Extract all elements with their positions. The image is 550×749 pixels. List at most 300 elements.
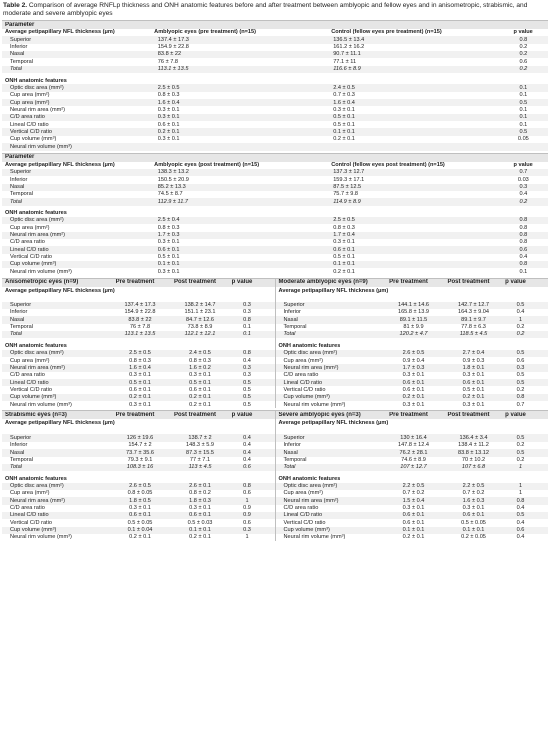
value-post: 83.8 ± 13.12 xyxy=(457,449,490,456)
table-row xyxy=(2,394,275,401)
nfl-title: Average petipapillary NFL thickness (μm) xyxy=(278,287,389,294)
value-p: 0.7 xyxy=(519,169,528,176)
value-amblyopic: 0.2 ± 0.1 xyxy=(157,128,180,135)
pre-treatment-col-header: Pre treatment xyxy=(115,279,155,286)
row-label: Cup area (mm²) xyxy=(283,357,323,364)
value-pre: 0.2 ± 0.1 xyxy=(402,394,425,401)
table-row xyxy=(2,84,548,91)
value-pre: 0.3 ± 0.1 xyxy=(402,372,425,379)
value-control: 116.6 ± 8.9 xyxy=(333,66,361,73)
value-p: 1 xyxy=(518,482,523,489)
value-post: 1.6 ± 0.2 xyxy=(189,364,211,371)
value-p: 0.2 xyxy=(519,198,528,205)
value-p: 0.5 xyxy=(243,379,251,386)
table-row xyxy=(276,464,549,471)
table-row xyxy=(2,184,548,191)
value-control: 0.2 ± 0.1 xyxy=(333,268,355,275)
value-amblyopic: 0.3 ± 0.1 xyxy=(157,239,180,246)
value-amblyopic: 1.6 ± 0.4 xyxy=(157,99,180,106)
table-row xyxy=(276,379,549,386)
value-p: 0.6 xyxy=(519,246,528,253)
table-row xyxy=(2,44,548,51)
value-control: 0.7 ± 0.3 xyxy=(333,92,355,99)
strab-severe-section xyxy=(2,410,548,541)
value-p: 0.8 xyxy=(519,224,528,231)
value-p: 0.9 xyxy=(243,512,251,519)
nfl-title: Average petipapillary NFL thickness (μm) xyxy=(5,420,115,427)
value-pre: 2.6 ± 0.5 xyxy=(129,482,151,489)
value-post: 1.8 ± 0.3 xyxy=(189,497,211,504)
value-pre: 0.7 ± 0.2 xyxy=(402,490,425,497)
value-pre: 2.6 ± 0.5 xyxy=(402,350,425,357)
value-pre: 1.8 ± 0.5 xyxy=(129,497,151,504)
value-p: 0.8 xyxy=(243,482,251,489)
table-row xyxy=(2,143,548,150)
row-label: Temporal xyxy=(283,456,307,463)
amblyopic-pre-col-header: Amblyopic eyes (pre treatment) (n=15) xyxy=(154,29,256,36)
value-post: 70 ± 10.2 xyxy=(461,456,486,463)
value-control: 137.3 ± 12.7 xyxy=(333,169,365,176)
value-amblyopic: 154.9 ± 22.8 xyxy=(157,44,189,51)
row-label: Cup volume (mm³) xyxy=(283,527,330,534)
row-label: Superior xyxy=(10,36,32,43)
table-row xyxy=(276,302,549,309)
value-post: 164.3 ± 9.04 xyxy=(457,309,490,316)
table-row xyxy=(2,357,275,364)
nfl-title-row xyxy=(276,287,549,302)
row-label: Temporal xyxy=(10,456,34,463)
row-label: Neural rim volume (mm³) xyxy=(10,534,72,541)
row-label: Neural rim area (mm²) xyxy=(10,232,66,239)
value-p: 0.1 xyxy=(519,121,528,128)
value-pre: 154.7 ± 2 xyxy=(128,442,152,449)
row-label: Neural rim area (mm²) xyxy=(10,106,66,113)
row-label: Inferior xyxy=(283,442,301,449)
value-amblyopic: 150.5 ± 20.9 xyxy=(157,176,189,183)
value-control: 114.9 ± 8.9 xyxy=(333,198,361,205)
value-control: 90.7 ± 11.1 xyxy=(333,51,361,58)
value-post: 138.2 ± 14.7 xyxy=(184,302,216,309)
row-label: Cup area (mm²) xyxy=(283,490,323,497)
value-p: 0.03 xyxy=(517,176,529,183)
row-label: Optic disc area (mm²) xyxy=(10,482,64,489)
value-post: 0.2 ± 0.1 xyxy=(462,394,485,401)
table-row xyxy=(276,534,549,541)
table-row xyxy=(276,386,549,393)
value-p: 0.8 xyxy=(519,261,528,268)
value-amblyopic: 0.8 ± 0.3 xyxy=(157,92,180,99)
value-p: 0.5 xyxy=(243,394,251,401)
value-post: 0.2 ± 0.1 xyxy=(189,394,211,401)
row-label: Nasal xyxy=(283,449,298,456)
value-post: 77 ± 7.1 xyxy=(189,456,211,463)
row-label: Neural rim area (mm²) xyxy=(283,364,339,371)
value-p: 0.4 xyxy=(516,309,525,316)
value-post: 0.9 ± 0.3 xyxy=(462,357,485,364)
table-row xyxy=(2,449,275,456)
row-label: Total xyxy=(283,331,296,338)
row-label: Total xyxy=(10,66,22,73)
nfl-title: Average petipapillary NFL thickness (μm) xyxy=(5,287,115,294)
value-amblyopic: 138.3 ± 13.2 xyxy=(157,169,189,176)
value-p: 0.5 xyxy=(519,99,528,106)
control-pre-col-header: Control (fellow eyes pre treatment) (n=15) xyxy=(331,29,442,36)
row-label: Neural rim volume (mm³) xyxy=(10,401,72,408)
row-label: Lineal C/D ratio xyxy=(10,121,49,128)
value-post: 113 ± 4.5 xyxy=(188,464,212,471)
row-label: Lineal C/D ratio xyxy=(283,512,323,519)
nfl-title-row xyxy=(276,419,549,434)
table-row xyxy=(276,350,549,357)
value-p: 0.2 xyxy=(516,324,525,331)
value-p: 0.2 xyxy=(516,442,525,449)
table-row xyxy=(276,505,549,512)
value-pre: 76 ± 7.8 xyxy=(129,324,151,331)
row-label: Total xyxy=(10,331,22,338)
post-treatment-col-header: Post treatment xyxy=(447,412,490,419)
value-p: 0.9 xyxy=(243,505,251,512)
value-post: 0.8 ± 0.2 xyxy=(189,490,211,497)
table-row xyxy=(276,401,549,408)
table-row xyxy=(2,401,275,408)
value-p: 0.4 xyxy=(516,505,525,512)
table-row xyxy=(276,316,549,323)
table-row xyxy=(2,217,548,224)
value-pre: 0.3 ± 0.1 xyxy=(129,401,151,408)
value-amblyopic: 0.3 ± 0.1 xyxy=(157,106,180,113)
value-p: 0.8 xyxy=(519,36,528,43)
table-row xyxy=(276,394,549,401)
table-row xyxy=(2,261,548,268)
table-row xyxy=(2,128,548,135)
value-control: 0.3 ± 0.1 xyxy=(333,239,355,246)
table-row xyxy=(2,106,548,113)
row-label: Neural rim area (mm²) xyxy=(10,364,66,371)
value-control: 75.7 ± 9.8 xyxy=(333,191,359,198)
value-amblyopic: 1.7 ± 0.3 xyxy=(157,232,180,239)
value-pre: 0.3 ± 0.1 xyxy=(402,505,425,512)
value-p: 0.1 xyxy=(243,324,251,331)
value-post: 0.3 ± 0.1 xyxy=(189,505,211,512)
value-p: 0.5 xyxy=(516,302,525,309)
row-label: Superior xyxy=(283,302,305,309)
value-pre: 0.6 ± 0.1 xyxy=(402,512,425,519)
post-nfl-title-row xyxy=(2,162,548,169)
value-pre: 130 ± 16.4 xyxy=(400,434,427,441)
table-row xyxy=(276,324,549,331)
pre-onh-title-row xyxy=(2,77,548,84)
value-pre: 83.8 ± 22 xyxy=(128,316,152,323)
value-p: 1 xyxy=(245,534,249,541)
value-p: 0.1 xyxy=(519,92,528,99)
value-amblyopic: 137.4 ± 17.3 xyxy=(157,36,189,43)
post-onh-title-row xyxy=(2,210,548,217)
value-post: 107 ± 6.8 xyxy=(461,464,486,471)
table-row xyxy=(2,66,548,73)
row-label: Total xyxy=(10,198,22,205)
row-label: Inferior xyxy=(10,176,28,183)
table-row xyxy=(2,92,548,99)
value-p: 0.4 xyxy=(243,357,251,364)
value-post: 0.5 ± 0.1 xyxy=(462,386,485,393)
value-amblyopic: 0.6 ± 0.1 xyxy=(157,246,180,253)
row-label: Nasal xyxy=(283,316,298,323)
value-pre: 154.9 ± 22.8 xyxy=(124,309,156,316)
value-p: 0.4 xyxy=(519,254,528,261)
onh-title: ONH anatomic features xyxy=(5,210,67,217)
p-value-col-header: p value xyxy=(231,412,253,419)
table-row xyxy=(2,232,548,239)
table-row xyxy=(2,505,275,512)
parameter-header: Parameter xyxy=(5,154,35,161)
p-value-col-header: p value xyxy=(505,412,526,419)
p-value-col-header: p value xyxy=(513,29,533,36)
row-label: Nasal xyxy=(10,51,25,58)
nfl-title: Average petipapillary NFL thickness (μm) xyxy=(5,161,115,168)
table-row xyxy=(2,434,275,441)
pre-nfl-rows xyxy=(2,36,548,73)
row-label: Superior xyxy=(10,302,32,309)
row-label: Neural rim volume (mm³) xyxy=(10,143,72,150)
caption-label: Table 2. xyxy=(3,2,28,9)
value-post: 112.1 ± 12.1 xyxy=(184,331,216,338)
value-control: 0.2 ± 0.1 xyxy=(333,136,355,143)
value-pre: 0.1 ± 0.1 xyxy=(402,527,425,534)
nfl-title-row xyxy=(2,287,275,302)
value-pre: 147.8 ± 12.4 xyxy=(397,442,430,449)
row-label: Cup volume (mm³) xyxy=(10,394,57,401)
value-p: 0.3 xyxy=(243,302,251,309)
row-label: C/D area ratio xyxy=(10,505,45,512)
table-row xyxy=(2,224,548,231)
value-post: 0.1 ± 0.1 xyxy=(189,527,211,534)
value-control: 1.7 ± 0.4 xyxy=(333,232,355,239)
value-p: 0.5 xyxy=(519,128,528,135)
table-row xyxy=(2,364,275,371)
value-pre: 126 ± 19.6 xyxy=(126,434,154,441)
value-post: 0.2 ± 0.1 xyxy=(189,534,211,541)
table-row xyxy=(276,442,549,449)
value-amblyopic: 85.2 ± 13.3 xyxy=(157,183,186,190)
table-row xyxy=(2,316,275,323)
value-p: 0.6 xyxy=(519,58,528,65)
row-label: Neural rim volume (mm³) xyxy=(283,534,346,541)
value-p: 0.3 xyxy=(243,364,251,371)
value-p: 0.8 xyxy=(516,497,525,504)
value-post: 84.7 ± 12.6 xyxy=(186,316,214,323)
post-onh-rows xyxy=(2,217,548,276)
value-control: 0.5 ± 0.1 xyxy=(333,254,355,261)
value-control: 2.5 ± 0.5 xyxy=(333,217,355,224)
value-pre: 2.2 ± 0.5 xyxy=(402,482,425,489)
post-header-row xyxy=(2,154,548,162)
value-post: 138.7 ± 2 xyxy=(188,434,212,441)
anisometropic-group xyxy=(2,279,275,409)
value-pre: 144.1 ± 14.6 xyxy=(397,302,430,309)
value-p: 0.5 xyxy=(243,386,251,393)
moderate-group xyxy=(275,279,549,409)
value-pre: 0.2 ± 0.1 xyxy=(129,394,151,401)
value-p: 0.8 xyxy=(519,232,528,239)
value-p: 0.4 xyxy=(516,534,525,541)
pre-onh-rows xyxy=(2,84,548,150)
table-row xyxy=(2,512,275,519)
table-row xyxy=(2,309,275,316)
value-p: 0.1 xyxy=(519,84,528,91)
value-post: 0.5 ± 0.05 xyxy=(461,519,486,526)
row-label: Cup volume (mm³) xyxy=(10,136,57,143)
value-control: 136.5 ± 13.4 xyxy=(333,36,365,43)
post-treatment-section xyxy=(2,153,548,276)
table-row xyxy=(2,519,275,526)
caption-text: Comparison of average RNFLp thickness and ONH anatomic features before and after treatment between amblyopic and fellow eyes and in anisometropic, strabismic, and moderate and severe amblyopic eyes xyxy=(3,2,528,17)
value-pre: 2.5 ± 0.5 xyxy=(129,350,151,357)
value-post: 0.6 ± 0.1 xyxy=(189,512,211,519)
table-row xyxy=(2,99,548,106)
value-post: 0.7 ± 0.2 xyxy=(462,490,485,497)
value-post: 142.7 ± 12.7 xyxy=(457,302,490,309)
group-header-row xyxy=(2,279,275,287)
aniso-moderate-section xyxy=(2,278,548,409)
value-post: 0.5 ± 0.03 xyxy=(187,519,213,526)
table-row xyxy=(276,457,549,464)
value-pre: 0.5 ± 0.05 xyxy=(127,519,153,526)
value-pre: 0.5 ± 0.1 xyxy=(129,379,151,386)
value-pre: 89.1 ± 11.5 xyxy=(399,316,428,323)
value-p: 0.8 xyxy=(243,350,251,357)
value-post: 0.6 ± 0.1 xyxy=(462,512,485,519)
group-title: Severe amblyopic eyes (n=3) xyxy=(278,412,361,419)
value-p: 0.6 xyxy=(243,490,251,497)
value-pre: 108.3 ± 16 xyxy=(126,464,154,471)
table-row xyxy=(2,169,548,176)
value-post: 0.3 ± 0.1 xyxy=(189,372,211,379)
table-row xyxy=(276,497,549,504)
value-post: 118.5 ± 4.5 xyxy=(459,331,488,338)
table-row xyxy=(2,36,548,43)
table-row xyxy=(2,527,275,534)
value-post: 77.8 ± 6.3 xyxy=(461,324,486,331)
value-p: 0.4 xyxy=(243,456,251,463)
value-post: 0.3 ± 0.1 xyxy=(462,505,485,512)
value-control: 87.5 ± 12.5 xyxy=(333,183,362,190)
value-pre: 81 ± 9.9 xyxy=(403,324,424,331)
table-row xyxy=(2,386,275,393)
value-p: 0.05 xyxy=(517,136,529,143)
value-post: 0.2 ± 0.05 xyxy=(461,534,486,541)
row-label: Nasal xyxy=(10,183,25,190)
value-post: 148.3 ± 5.9 xyxy=(186,442,214,449)
row-label: Superior xyxy=(10,434,32,441)
value-post: 0.6 ± 0.1 xyxy=(189,386,211,393)
row-label: C/D area ratio xyxy=(283,505,319,512)
row-label: Cup area (mm²) xyxy=(10,224,50,231)
table-row xyxy=(276,512,549,519)
value-control: 2.4 ± 0.5 xyxy=(333,84,355,91)
value-p: 0.3 xyxy=(519,183,528,190)
row-label: C/D area ratio xyxy=(10,372,45,379)
value-pre: 165.8 ± 13.9 xyxy=(397,309,430,316)
strabismic-group xyxy=(2,411,275,541)
value-p: 0.2 xyxy=(519,66,528,73)
value-p: 0.8 xyxy=(516,394,525,401)
row-label: Vertical C/D ratio xyxy=(10,128,52,135)
row-label: C/D area ratio xyxy=(10,239,45,246)
value-control: 0.3 ± 0.1 xyxy=(333,106,355,113)
value-pre: 0.3 ± 0.1 xyxy=(129,372,151,379)
row-label: Temporal xyxy=(283,324,307,331)
value-pre: 73.7 ± 35.6 xyxy=(126,449,154,456)
value-pre: 1.5 ± 0.4 xyxy=(402,497,425,504)
row-label: Optic disc area (mm²) xyxy=(283,350,338,357)
row-label: C/D area ratio xyxy=(283,372,319,379)
row-label: Inferior xyxy=(10,442,28,449)
value-p: 0.2 xyxy=(519,51,528,58)
value-post: 89.1 ± 9.7 xyxy=(461,316,486,323)
row-label: Total xyxy=(10,464,22,471)
table-row xyxy=(2,464,275,471)
table-row xyxy=(2,324,275,331)
value-pre: 137.4 ± 17.3 xyxy=(124,302,156,309)
group-header-row xyxy=(276,411,549,419)
value-post: 0.5 ± 0.1 xyxy=(189,379,211,386)
table-row xyxy=(2,254,548,261)
value-post: 2.7 ± 0.4 xyxy=(462,350,485,357)
nfl-title: Average petipapillary NFL thickness (μm) xyxy=(278,420,389,427)
value-p: 0.5 xyxy=(516,449,525,456)
row-label: Cup area (mm²) xyxy=(10,99,50,106)
table-row xyxy=(276,449,549,456)
value-post: 0.8 ± 0.3 xyxy=(189,357,211,364)
value-amblyopic: 112.9 ± 11.7 xyxy=(157,198,189,205)
table-row xyxy=(2,534,275,541)
pre-treatment-section xyxy=(2,20,548,151)
value-p: 1 xyxy=(518,316,523,323)
value-control: 0.1 ± 0.1 xyxy=(333,128,355,135)
value-p: 0.5 xyxy=(516,434,525,441)
table-row xyxy=(2,114,548,121)
value-pre: 0.9 ± 0.4 xyxy=(402,357,425,364)
value-post: 2.4 ± 0.5 xyxy=(189,350,211,357)
table-row xyxy=(2,350,275,357)
table-row xyxy=(2,497,275,504)
parameter-header: Parameter xyxy=(5,21,35,28)
value-p: 0.6 xyxy=(243,464,251,471)
value-post: 0.3 ± 0.1 xyxy=(462,372,485,379)
row-label: Inferior xyxy=(283,309,301,316)
value-post: 87.3 ± 15.5 xyxy=(186,449,214,456)
row-label: Lineal C/D ratio xyxy=(10,246,49,253)
value-p: 0.2 xyxy=(519,44,528,51)
value-control: 0.5 ± 0.1 xyxy=(333,114,355,121)
value-pre: 0.6 ± 0.1 xyxy=(129,386,151,393)
value-p: 0.1 xyxy=(519,114,528,121)
value-p: 0.4 xyxy=(519,191,528,198)
value-p: 0.6 xyxy=(516,527,525,534)
row-label: Inferior xyxy=(10,309,28,316)
value-post: 1.6 ± 0.3 xyxy=(462,497,485,504)
value-control: 0.6 ± 0.1 xyxy=(333,246,355,253)
value-pre: 1.7 ± 0.3 xyxy=(402,364,425,371)
value-p: 0.4 xyxy=(243,449,251,456)
pre-nfl-title-row xyxy=(2,29,548,36)
table-row xyxy=(276,331,549,338)
value-post: 2.2 ± 0.5 xyxy=(462,482,485,489)
pre-treatment-col-header: Pre treatment xyxy=(389,279,428,286)
value-amblyopic: 0.6 ± 0.1 xyxy=(157,121,180,128)
row-label: Vertical C/D ratio xyxy=(10,386,52,393)
table-row xyxy=(2,136,548,143)
